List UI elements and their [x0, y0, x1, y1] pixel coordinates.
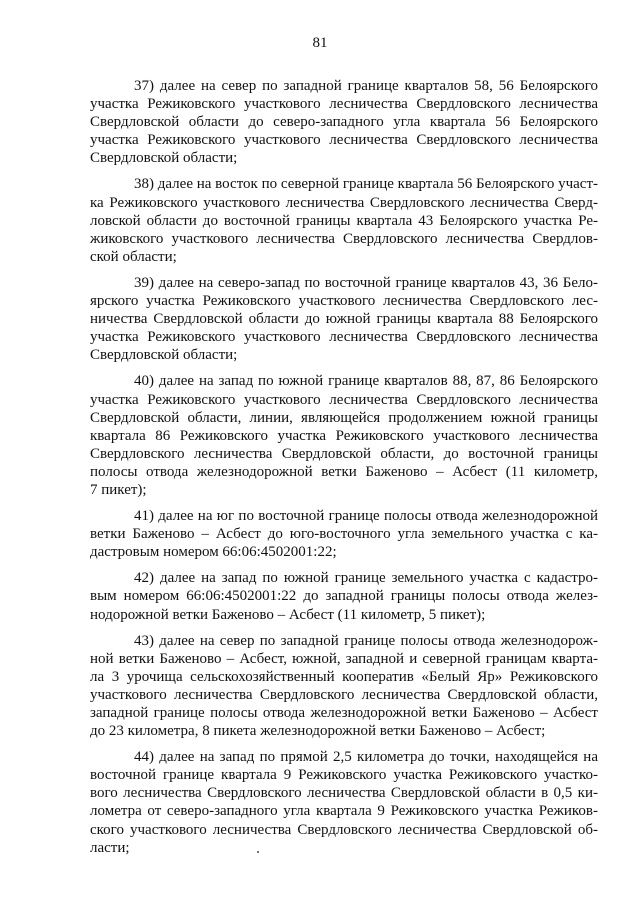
text-line: вого лесничества Свердловского лесничества Свердловской области в 0,5 ки-	[90, 785, 598, 802]
text-line: 44) далее на запад по прямой 2,5 километра до точки, находящейся на	[134, 749, 598, 766]
text-line: восточной границе квартала 9 Режиковского участка Режиковского участко-	[90, 767, 598, 784]
text-line: участка Режиковского участкового лесничества Свердловского лесничества	[90, 96, 598, 113]
text-line: участка Режиковского участкового лесничества Свердловского лесничества	[90, 132, 598, 149]
text-line: ничества Свердловской области до южной границы квартала 88 Белоярского	[90, 311, 598, 328]
text-line: Свердловской области до северо-западного угла квартала 56 Белоярского	[90, 114, 598, 131]
paragraph-40	[90, 372, 598, 499]
page-number: 81	[312, 35, 328, 51]
text-line: ловской области до восточной границы квартала 43 Белоярского участка Ре-	[90, 212, 598, 229]
text-line: жиковского участкового лесничества Свердловского лесничества Свердлов-	[90, 230, 598, 247]
text-line: лометра от северо-западного угла квартала 9 Режиковского участка Режиков-	[90, 803, 598, 820]
text-line: Свердловской области;	[90, 150, 238, 167]
text-line: ветки Баженово – Асбест до юго-восточного угла земельного участка с ка-	[90, 526, 598, 543]
text-line: Свердловского лесничества Свердловской области, до восточной границы	[90, 445, 598, 462]
text-line: ской области;	[90, 248, 177, 265]
text-line: участкового лесничества Свердловского лесничества Свердловской области,	[90, 686, 598, 703]
text-line: квартала 86 Режиковского участка Режиковского участкового лесничества	[90, 427, 598, 444]
text-line: до 23 километра, 8 пикета железнодорожной ветки Баженово – Асбест;	[90, 723, 546, 740]
text-line: ского участкового лесничества Свердловского лесничества Свердловской об-	[90, 821, 598, 838]
paragraph-43	[90, 632, 598, 741]
text-line: участка Режиковского участкового лесничества Свердловского лесничества	[90, 329, 598, 346]
text-line: дастровым номером 66:06:4502001:22;	[90, 544, 337, 561]
text-line: 39) далее на северо-запад по восточной границе кварталов 43, 36 Бело-	[134, 274, 598, 291]
text-line: ярского участка Режиковского участкового лесничества Свердловского лес-	[90, 293, 598, 310]
text-line: полосы отвода железнодорожной ветки Баженово – Асбест (11 километр,	[90, 463, 598, 480]
paragraph-38	[90, 175, 598, 265]
text-line: 40) далее на запад по южной границе кварталов 88, 87, 86 Белоярского	[134, 373, 598, 390]
text-line: 43) далее на север по западной границе полосы отвода железнодорож-	[134, 632, 598, 649]
text-line: 41) далее на юг по восточной границе полосы отвода железнодорожной	[134, 508, 598, 525]
paragraph-44	[90, 748, 598, 857]
text-line: ной ветки Баженово – Асбест, южной, западной и северной границам кварта-	[90, 650, 598, 667]
text-line: Свердловской области, линии, являющейся продолжением южной границы	[90, 409, 598, 426]
text-line: западной границе полосы отвода железнодорожной ветки Баженово – Асбест	[90, 705, 598, 721]
text-line: ка Режиковского участкового лесничества Свердловского лесничества Сверд-	[90, 194, 598, 211]
scan-speck	[257, 851, 259, 853]
text-line: нодорожной ветки Баженово – Асбест (11 километр, 5 пикет);	[90, 606, 486, 623]
text-line: вым номером 66:06:4502001:22 до западной границы полосы отвода желез-	[90, 588, 598, 605]
paragraph-39	[90, 274, 598, 364]
paragraph-37	[90, 77, 598, 167]
text-line: 42) далее на запад по южной границе земельного участка с кадастро-	[134, 570, 598, 587]
text-line: ла 3 урочища сельскохозяйственный кооператив «Белый Яр» Режиковского	[90, 668, 598, 685]
text-line: 7 пикет);	[90, 481, 147, 498]
paragraph-42	[90, 569, 598, 623]
text-line: 37) далее на север по западной границе кварталов 58, 56 Белоярского	[134, 78, 598, 94]
text-line: 38) далее на восток по северной границе квартала 56 Белоярского участ-	[134, 176, 598, 193]
text-line: участка Режиковского участкового лесничества Свердловского лесничества	[90, 391, 598, 408]
text-line: Свердловской области;	[90, 347, 238, 364]
text-line: ласти;	[90, 839, 130, 856]
paragraph-41	[90, 507, 598, 561]
document-body	[90, 77, 598, 865]
